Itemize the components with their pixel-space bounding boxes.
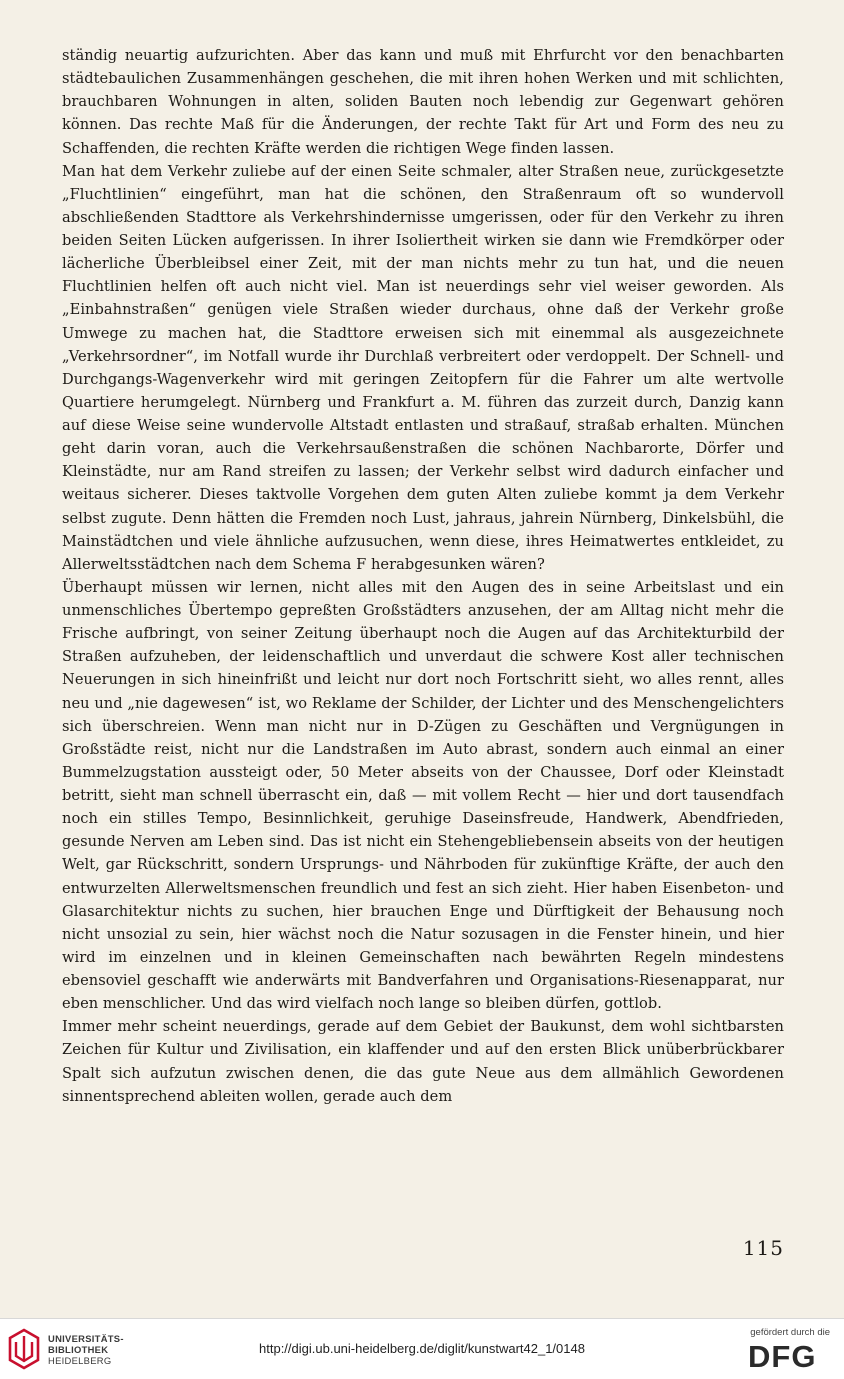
body-text	[62, 44, 784, 1108]
paragraph-3: Überhaupt müssen wir lernen, nicht alles mit den Augen des in seine Arbeitslast und ein unmenschliches Übertempo gepreßten Großstädters anzusehen, der am Alltag nicht mehr die Frische aufbringt, von seiner Zeitung überhaupt noch die Augen auf das Architekturbild der Straßen aufzuheben, der leidenschaftlich und unverdaut die schwere Kost aller technischen Neuerungen in sich hineinfrißt und leicht nur dort noch Fortschritt sieht, wo alles rennt, alles neu und „nie dagewesen“ ist, wo Reklame der Schilder, der Lichter und des Menschengelichters sich überschreien. Wenn man nicht nur in D-Zügen zu Geschäften und Vergnügungen in Großstädte reist, nicht nur die Landstraßen im Auto abrast, sondern auch einmal an einer Bummelzugstation aussteigt oder, 50 Meter abseits von der Chaussee, Dorf oder Kleinstadt betritt, sieht man schnell überrascht ein, daß — mit vollem Recht — hier und dort tausendfach noch ein stilles Tempo, Besinnlichkeit, geruhige Daseinsfreude, Handwerk, Abendfrieden, gesunde Nerven am Leben sind. Das ist nicht ein Stehengebliebensein abseits von der heutigen Welt, gar Rückschritt, sondern Ursprungs- und Nährboden für zukünftige Kräfte, der auch den entwurzelten Allerweltsmenschen freundlich und fest an sich zieht. Hier haben Eisenbeton- und Glasarchitektur nichts zu suchen, hier brauchen Enge und Dürftigkeit der Behausung noch nicht unsozial zu sein, hier wächst noch die Natur sozusagen in die Fenster hinein, und hier wird im einzelnen und in kleinen Gemeinschaften nach bewährten Regeln mindestens ebensoviel geschafft wie anderwärts mit Bandverfahren und Organisations-Riesenapparat, nur eben menschlicher. Und das wird vielfach noch lange so bleiben dürfen, gottlob.	[62, 578, 784, 1013]
footer-bar	[0, 1318, 844, 1379]
library-name-line-2: BIBLIOTHEK	[48, 1344, 109, 1355]
library-name-line-1: UNIVERSITÄTS-	[48, 1333, 124, 1344]
dfg-logo-text: DFG	[748, 1340, 817, 1370]
funding-note: gefördert durch die	[750, 1327, 830, 1338]
paragraph-4: Immer mehr scheint neuerdings, gerade auf dem Gebiet der Baukunst, dem wohl sichtbarsten Zeichen für Kultur und Zivilisation, ein klaffender und auf den ersten Blick unüberbrückbarer Spalt sich aufzutun zwischen denen, die das gute Neue aus dem allmählich Gewordenen sinnentsprechend ableiten wollen, gerade auch dem	[62, 1018, 784, 1105]
paragraph-2: Man hat dem Verkehr zuliebe auf der einen Seite schmaler, alter Straßen neue, zurückgesetzte „Fluchtlinien“ eingeführt, man hat die schönen, den Straßenraum oft so wundervoll abschließenden Stadttore als Verkehrshindernisse umgerissen, oder für den Verkehr zu ihren beiden Seiten Lücken aufgerissen. In ihrer Isoliertheit wirken sie dann wie Fremdkörper oder lächerliche Überbleibsel einer Zeit, mit der man nichts mehr zu tun hat, und die neuen Fluchtlinien helfen oft auch nicht viel. Man ist neuerdings sehr viel weiser geworden. Als „Einbahnstraßen“ genügen viele Straßen wieder durchaus, ohne daß der Verkehr große Umwege zu machen hat, die Stadttore erweisen sich mit einemmal als ausgezeichnete „Verkehrsordner“, im Notfall wurde ihr Durchlaß verbreitert oder verdoppelt. Der Schnell- und Durchgangs-Wagenverkehr wird mit geringen Zeitopfern für die Fahrer um alte wertvolle Quartiere herumgelegt. Nürnberg und Frankfurt a. M. führen das zurzeit durch, Danzig kann auf diese Weise seine wundervolle Altstadt entlasten und straßauf, straßab erhalten. München geht darin voran, auch die Verkehrsaußenstraßen die schönen Nachbarorte, Dörfer und Kleinstädte, nur am Rand streifen zu lassen; der Verkehr selbst wird dadurch einfacher und weitaus sicherer. Dieses taktvolle Vorgehen dem guten Alten zuliebe kommt ja dem Verkehr selbst zugute. Denn hätten die Fremden noch Lust, jahraus, jahrein Nürnberg, Dinkelsbühl, die Mainstädtchen und viele ähnliche aufzusuchen, wenn diese, ihres Heimatwertes entkleidet, zu Allerweltsstädtchen nach dem Schema F herabgesunken wären?	[62, 162, 784, 573]
dfg-logo-icon[interactable]	[748, 1340, 830, 1370]
page-number: 115	[742, 1236, 784, 1260]
paragraph-1: ständig neuartig aufzurichten. Aber das kann und muß mit Ehrfurcht vor den benachbarten städtebaulichen Zusammenhängen geschehen, die mit ihren hohen Werken und mit schlichten, brauchbaren Wohnungen in alten, soliden Bauten noch lebendig zur Gegenwart gehören können. Das rechte Maß für die Änderungen, der rechte Takt für Art und Form des neu zu Schaffenden, die rechten Kräfte werden die richtigen Wege finden lassen.	[62, 47, 784, 157]
library-name-line-3: HEIDELBERG	[48, 1355, 112, 1366]
document-url-link[interactable]: http://digi.ub.uni-heidelberg.de/diglit/kunstwart42_1/0148	[259, 1341, 585, 1356]
